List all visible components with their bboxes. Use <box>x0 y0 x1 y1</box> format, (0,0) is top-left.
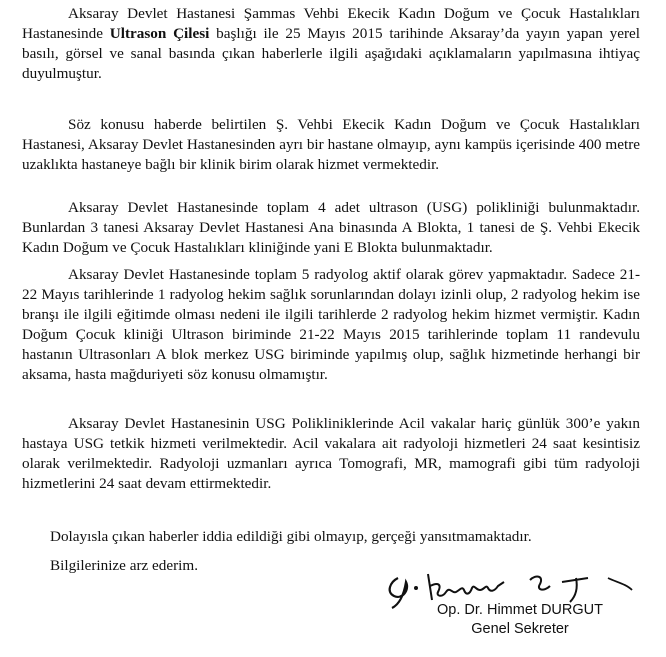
paragraph-usg-services: Aksaray Devlet Hastanesinin USG Polikliniklerinde Acil vakalar hariç günlük 300’e yakın hastaya USG tetkik hizmeti verilmektedir. Acil vakalara ait radyoloji hizmetleri 24 saat kesintisiz olarak verilmektedir. Radyoloji uzmanları ayrıca Tomografi, MR, mamografi gibi tüm radyoloji hizmetlerini 24 saat devam ettirmektedir. <box>22 415 640 492</box>
intro-text-start: Aksaray Devlet Hastanesi Şammas Vehbi Ekecik Kadın Doğum ve Çocuk Hastalıkları Hastanesinde <box>22 5 640 42</box>
signer-name: Op. Dr. Himmet DURGUT <box>437 602 603 618</box>
paragraph-closing: Bilgilerinize arz ederim. <box>50 557 199 575</box>
paragraph-conclusion: Dolayısla çıkan haberler iddia edildiği gibi olmayıp, gerçeği yansıtmamaktadır. <box>50 528 532 546</box>
paragraph-radiologists: Aksaray Devlet Hastanesinde toplam 5 radyolog aktif olarak görev yapmaktadır. Sadece 21-22 Mayıs tarihlerinde 1 radyolog hekim sağlık sorunlarından dolayı izinli olup, 2 radyolog hekim ise branşı ile ilgili eğitimde olması nedeni ile ilgili tarihlerde 2 radyolog hekim hizmet vermiştir. Kadın Doğum Çocuk kliniği Ultrason biriminde 21-22 Mayıs 2015 tarihlerinde toplam 11 randevulu hastanın Ultrasonları A blok merkez USG biriminde yapılmış olup, sağlık hizmetinde herhangi bir aksama, hasta mağduriyeti söz konusu olmamıştır. <box>22 266 640 383</box>
paragraph-hospital-relation: Söz konusu haberde belirtilen Ş. Vehbi Ekecik Kadın Doğum ve Çocuk Hastalıkları Hastanesi, Aksaray Devlet Hastanesinden ayrı bir hastane olmayıp, aynı kampüs içerisinde 400 metre uzaklıkta hastaneye bağlı bir klinik birim olarak hizmet vermektedir. <box>22 116 640 173</box>
signer-title: Genel Sekreter <box>471 621 569 637</box>
intro-text-end: başlığı ile 25 Mayıs 2015 tarihinde Aksaray’da yayın yapan yerel basılı, görsel ve sanal basında çıkan haberlerle ilgili aşağıdaki açıklamaların yapılmasına ihtiyaç duyulmuştur. <box>22 25 640 82</box>
headline-title: Ultrason Çilesi <box>109 25 210 42</box>
paragraph-intro <box>22 4 640 84</box>
paragraph-ultrason-clinics: Aksaray Devlet Hastanesinde toplam 4 adet ultrason (USG) polikliniği bulunmaktadır. Bunlardan 3 tanesi Aksaray Devlet Hastanesi Ana binasında A Blokta, 1 tanesi de Ş. Vehbi Ekecik Kadın Doğum ve Çocuk Hastalıkları kliniğinde yani E Blokta bulunmaktadır. <box>22 199 640 256</box>
